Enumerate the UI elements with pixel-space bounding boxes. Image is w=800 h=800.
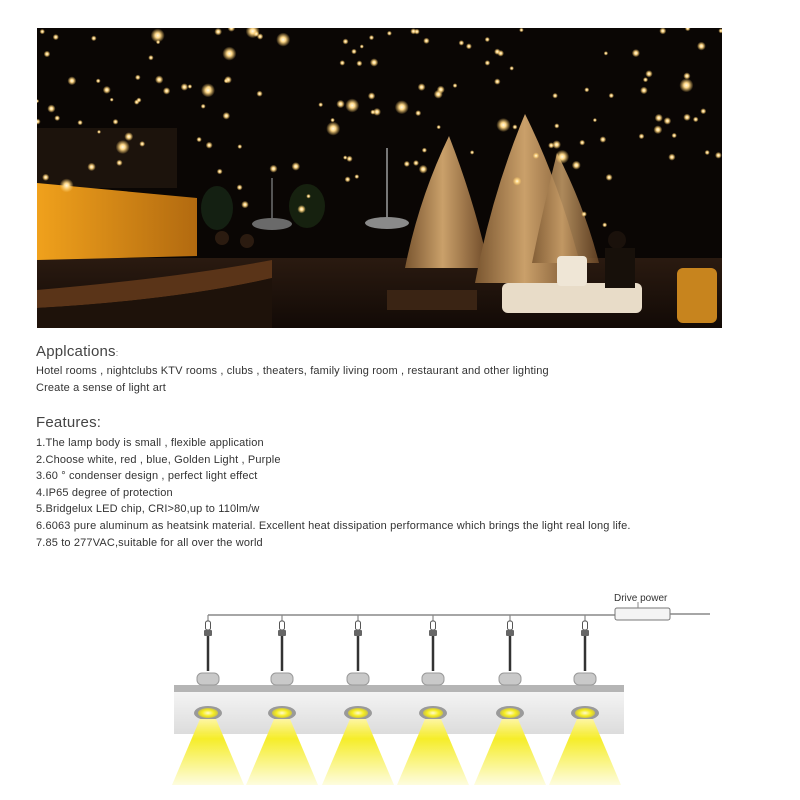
- ceiling-light: [91, 36, 97, 42]
- ceiling-light: [395, 100, 409, 114]
- ceiling-light: [423, 38, 429, 44]
- ceiling-light: [354, 174, 359, 179]
- ceiling-light: [655, 114, 663, 122]
- ceiling-light: [40, 29, 45, 34]
- applications-line-1: Hotel rooms , nightclubs KTV rooms , clubs , theaters, family living room , restaurant and other lighting: [36, 365, 549, 377]
- ceiling-light: [60, 179, 74, 193]
- applications-heading-text: Applcations: [36, 343, 116, 360]
- ceiling-light: [54, 115, 60, 121]
- ceiling-light: [356, 60, 362, 66]
- ceiling-light: [700, 108, 706, 114]
- ceiling-light: [326, 122, 340, 136]
- ceiling-light: [223, 112, 231, 120]
- ceiling-light: [222, 47, 236, 61]
- ceiling-light: [103, 86, 111, 94]
- ceiling-light: [318, 102, 323, 107]
- ceiling-light: [96, 79, 101, 84]
- ceiling-light: [584, 87, 589, 92]
- ceiling-light: [369, 35, 374, 40]
- ceiling-light: [42, 174, 49, 181]
- ceiling-light: [343, 39, 349, 45]
- ceiling-light: [572, 161, 581, 170]
- ceiling-light: [422, 148, 427, 153]
- ceiling-light: [217, 169, 223, 175]
- ceiling-light: [343, 155, 347, 159]
- ceiling-light: [113, 119, 119, 125]
- ceiling-light: [360, 44, 364, 48]
- ceiling-light: [345, 176, 351, 182]
- ceiling-light: [552, 93, 558, 99]
- ceiling-light: [509, 66, 514, 71]
- installation-diagram: [160, 585, 730, 795]
- features-heading: Features:: [36, 414, 102, 431]
- ceiling-light: [336, 100, 344, 108]
- ceiling-light: [110, 98, 114, 102]
- ceiling-light: [139, 141, 145, 147]
- ceiling-light: [292, 162, 301, 171]
- ceiling-light: [148, 55, 153, 60]
- ceiling-light: [340, 60, 346, 66]
- ceiling-light: [270, 165, 278, 173]
- ceiling-light: [604, 51, 608, 55]
- ceiling-light: [373, 108, 381, 116]
- ceiling-light: [201, 104, 206, 109]
- ceiling-light: [643, 77, 648, 82]
- drive-power-box: [615, 608, 670, 620]
- applications-line-2: Create a sense of light art: [36, 382, 167, 394]
- feature-item-4: 4.IP65 degree of protection: [36, 487, 173, 499]
- ceiling-light: [705, 150, 710, 155]
- ceiling-light: [346, 156, 352, 162]
- ceiling-light: [387, 31, 392, 36]
- ceiling-light: [606, 174, 613, 181]
- ceiling-panel-top: [174, 685, 624, 692]
- ceiling-light: [368, 92, 375, 99]
- ceiling-light: [415, 110, 421, 116]
- ceiling-light: [645, 70, 652, 77]
- ceiling-light: [196, 137, 201, 142]
- installation-diagram-graphic: [160, 585, 730, 795]
- ceiling-light: [693, 117, 699, 123]
- ceiling-light: [163, 87, 170, 94]
- ceiling-light: [593, 118, 597, 122]
- ceiling-light: [470, 150, 474, 154]
- ceiling-light: [135, 75, 141, 81]
- ceiling-light: [410, 28, 416, 34]
- ceiling-light: [257, 91, 263, 97]
- ceiling-light: [609, 93, 614, 98]
- ceiling-light: [513, 177, 522, 186]
- feature-item-1: 1.The lamp body is small , flexible application: [36, 437, 264, 449]
- feature-item-2: 2.Choose white, red , blue, Golden Light , Purple: [36, 454, 281, 466]
- ceiling-light: [136, 98, 141, 103]
- ceiling-light: [181, 83, 189, 91]
- ceiling-light: [437, 125, 441, 129]
- ceiling-light: [494, 78, 500, 84]
- ceiling-light: [206, 142, 213, 149]
- ceiling-light: [201, 83, 215, 97]
- ceiling-light: [188, 84, 193, 89]
- ceiling-light: [306, 194, 311, 199]
- ceiling-panel: [174, 692, 624, 734]
- ceiling-light: [370, 58, 378, 66]
- ceiling-light: [237, 144, 242, 149]
- ceiling-light: [672, 133, 677, 138]
- ceiling-light: [640, 87, 648, 95]
- ceiling-light: [668, 154, 675, 161]
- applications-heading: [36, 343, 118, 360]
- ceiling-light: [68, 76, 77, 85]
- ceiling-light: [554, 123, 559, 128]
- ceiling-light: [552, 140, 561, 149]
- ceiling-light: [87, 163, 95, 171]
- ceiling-light: [413, 160, 419, 166]
- ceiling-light: [496, 118, 510, 132]
- ceiling-light: [97, 130, 101, 134]
- ceiling-light: [459, 40, 465, 46]
- ceiling-light: [654, 125, 663, 134]
- restaurant-photo-graphic: [37, 28, 722, 328]
- ceiling-light: [224, 79, 229, 84]
- ceiling-light: [679, 78, 693, 92]
- feature-item-6: 6.6063 pure aluminum as heatsink material. Excellent heat dissipation performance which brings the light real long life.: [36, 520, 631, 532]
- feature-item-7: 7.85 to 277VAC,suitable for all over the world: [36, 537, 263, 549]
- ceiling-light: [434, 90, 443, 99]
- applications-heading-suffix: :: [115, 348, 119, 358]
- ceiling-light: [485, 37, 490, 42]
- ceiling-light: [579, 140, 585, 146]
- ceiling-light: [533, 152, 540, 159]
- ceiling-light: [418, 83, 426, 91]
- ceiling-light: [156, 40, 160, 44]
- ceiling-light: [53, 34, 59, 40]
- ceiling-light: [297, 205, 305, 213]
- ceiling-light: [466, 43, 472, 49]
- ceiling-light: [555, 150, 569, 164]
- ceiling-light: [276, 33, 290, 47]
- ceiling-light: [253, 31, 259, 37]
- ceiling-light: [683, 72, 690, 79]
- ceiling-light: [44, 51, 51, 58]
- ceiling-light: [155, 75, 163, 83]
- ceiling-light: [214, 28, 222, 36]
- ceiling-light: [124, 132, 133, 141]
- ceiling-light: [581, 211, 587, 217]
- ceiling-light: [602, 222, 607, 227]
- ceiling-light: [697, 42, 706, 51]
- ceiling-light: [600, 136, 607, 143]
- ceiling-light: [47, 105, 55, 113]
- restaurant-photo: [37, 28, 722, 328]
- ceiling-light: [715, 152, 722, 159]
- ceiling-light: [237, 184, 243, 190]
- ceiling-light: [664, 117, 672, 125]
- feature-item-5: 5.Bridgelux LED chip, CRI>80,up to 110lm/w: [36, 503, 260, 515]
- ceiling-light: [512, 124, 517, 129]
- ceiling-light: [639, 133, 645, 139]
- ceiling-light: [497, 50, 504, 57]
- ceiling-light: [453, 83, 458, 88]
- ceiling-light: [485, 60, 491, 66]
- ceiling-light: [77, 120, 82, 125]
- ceiling-light: [116, 160, 122, 166]
- drive-power-label: Drive power: [614, 593, 668, 604]
- ceiling-light: [330, 118, 335, 123]
- ceiling-light: [419, 165, 428, 174]
- ceiling-light: [345, 99, 359, 113]
- ceiling-light: [351, 49, 357, 55]
- ceiling-light: [404, 161, 410, 167]
- ceiling-light: [116, 140, 130, 154]
- feature-item-3: 3.60 ° condenser design , perfect light effect: [36, 470, 258, 482]
- ceiling-light: [683, 114, 690, 121]
- ceiling-light: [241, 201, 249, 209]
- ceiling-light: [632, 49, 640, 57]
